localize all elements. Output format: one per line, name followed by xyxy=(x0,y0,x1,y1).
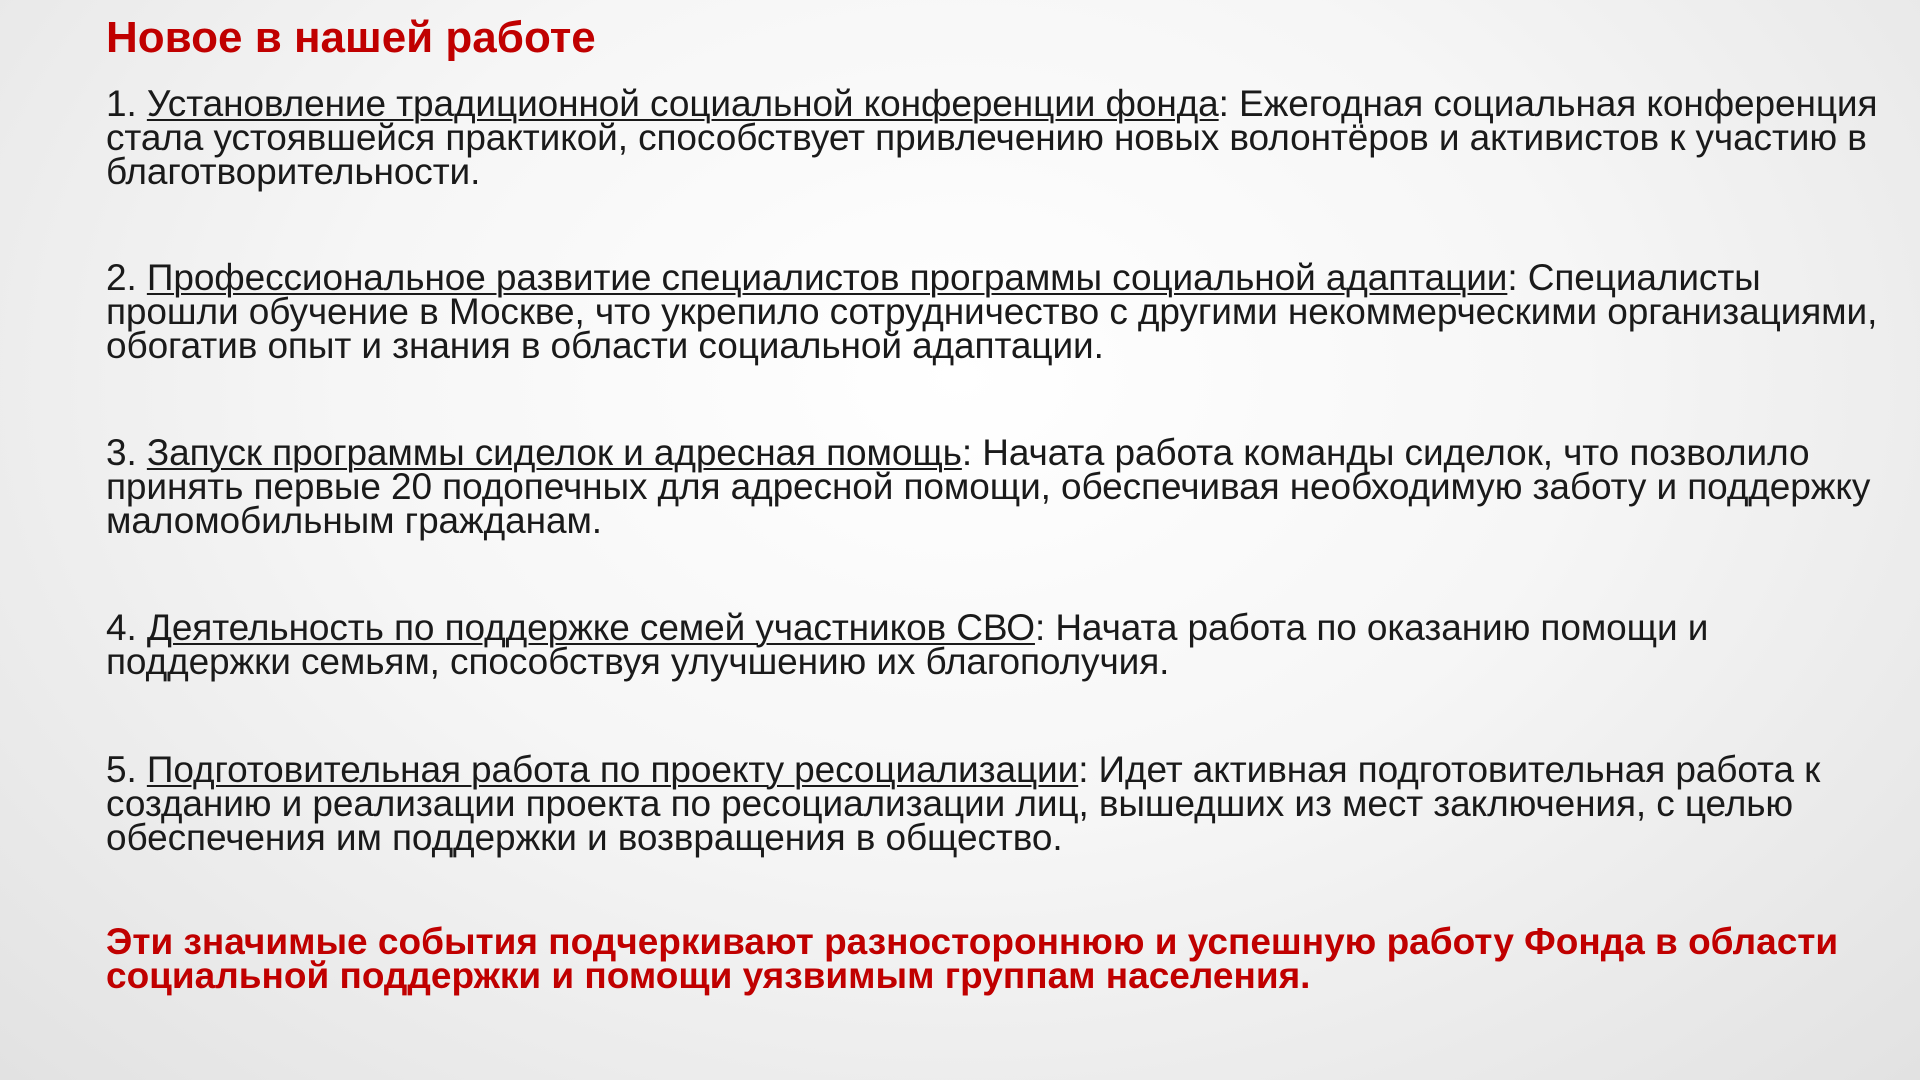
item-text: : Идет активная подготовительная работа к созданию и реализации проекта по ресоциализации лиц, вышедших из мест заключения, с целью обеспечения им поддержки и возвращения в общество. xyxy=(106,749,1821,858)
conclusion-text: Эти значимые события подчеркивают разностороннюю и успешную работу Фонда в области социальной поддержки и помощи уязвимым группам населения. xyxy=(106,921,1839,996)
item-number: 1. xyxy=(106,83,137,124)
item-heading: Запуск программы сиделок и адресная помощь xyxy=(146,432,962,473)
item-text: : Специалисты прошли обучение в Москве, что укрепило сотрудничество с другими некоммерческими организациями, обогатив опыт и знания в области социальной адаптации. xyxy=(106,257,1878,366)
item-number: 5. xyxy=(106,749,137,790)
item-heading: Установление традиционной социальной конференции фонда xyxy=(146,83,1219,124)
item-number: 2. xyxy=(106,257,137,298)
item-number: 4. xyxy=(106,607,137,648)
item-text: : Начата работа команды сиделок, что позволило принять первые 20 подопечных для адресной помощи, обеспечивая необходимую заботу и поддержку маломобильным гражданам. xyxy=(106,432,1871,541)
list-item xyxy=(106,607,1886,682)
slide xyxy=(106,0,1886,1080)
list-item xyxy=(106,432,1886,541)
list-item xyxy=(106,257,1886,366)
item-heading: Деятельность по поддержке семей участников СВО xyxy=(146,607,1035,648)
list-item xyxy=(106,83,1886,192)
item-text: : Ежегодная социальная конференция стала устоявшейся практикой, способствует привлечению новых волонтёров и активистов к участию в благотворительности. xyxy=(106,83,1878,192)
item-heading: Подготовительная работа по проекту ресоциализации xyxy=(146,749,1079,790)
item-text: : Начата работа по оказанию помощи и поддержки семьям, способствуя улучшению их благополучия. xyxy=(106,607,1709,682)
list-item xyxy=(106,749,1886,858)
slide-title: Новое в нашей работе xyxy=(106,13,596,62)
item-heading: Профессиональное развитие специалистов программы социальной адаптации xyxy=(146,257,1508,298)
item-number: 3. xyxy=(106,432,137,473)
